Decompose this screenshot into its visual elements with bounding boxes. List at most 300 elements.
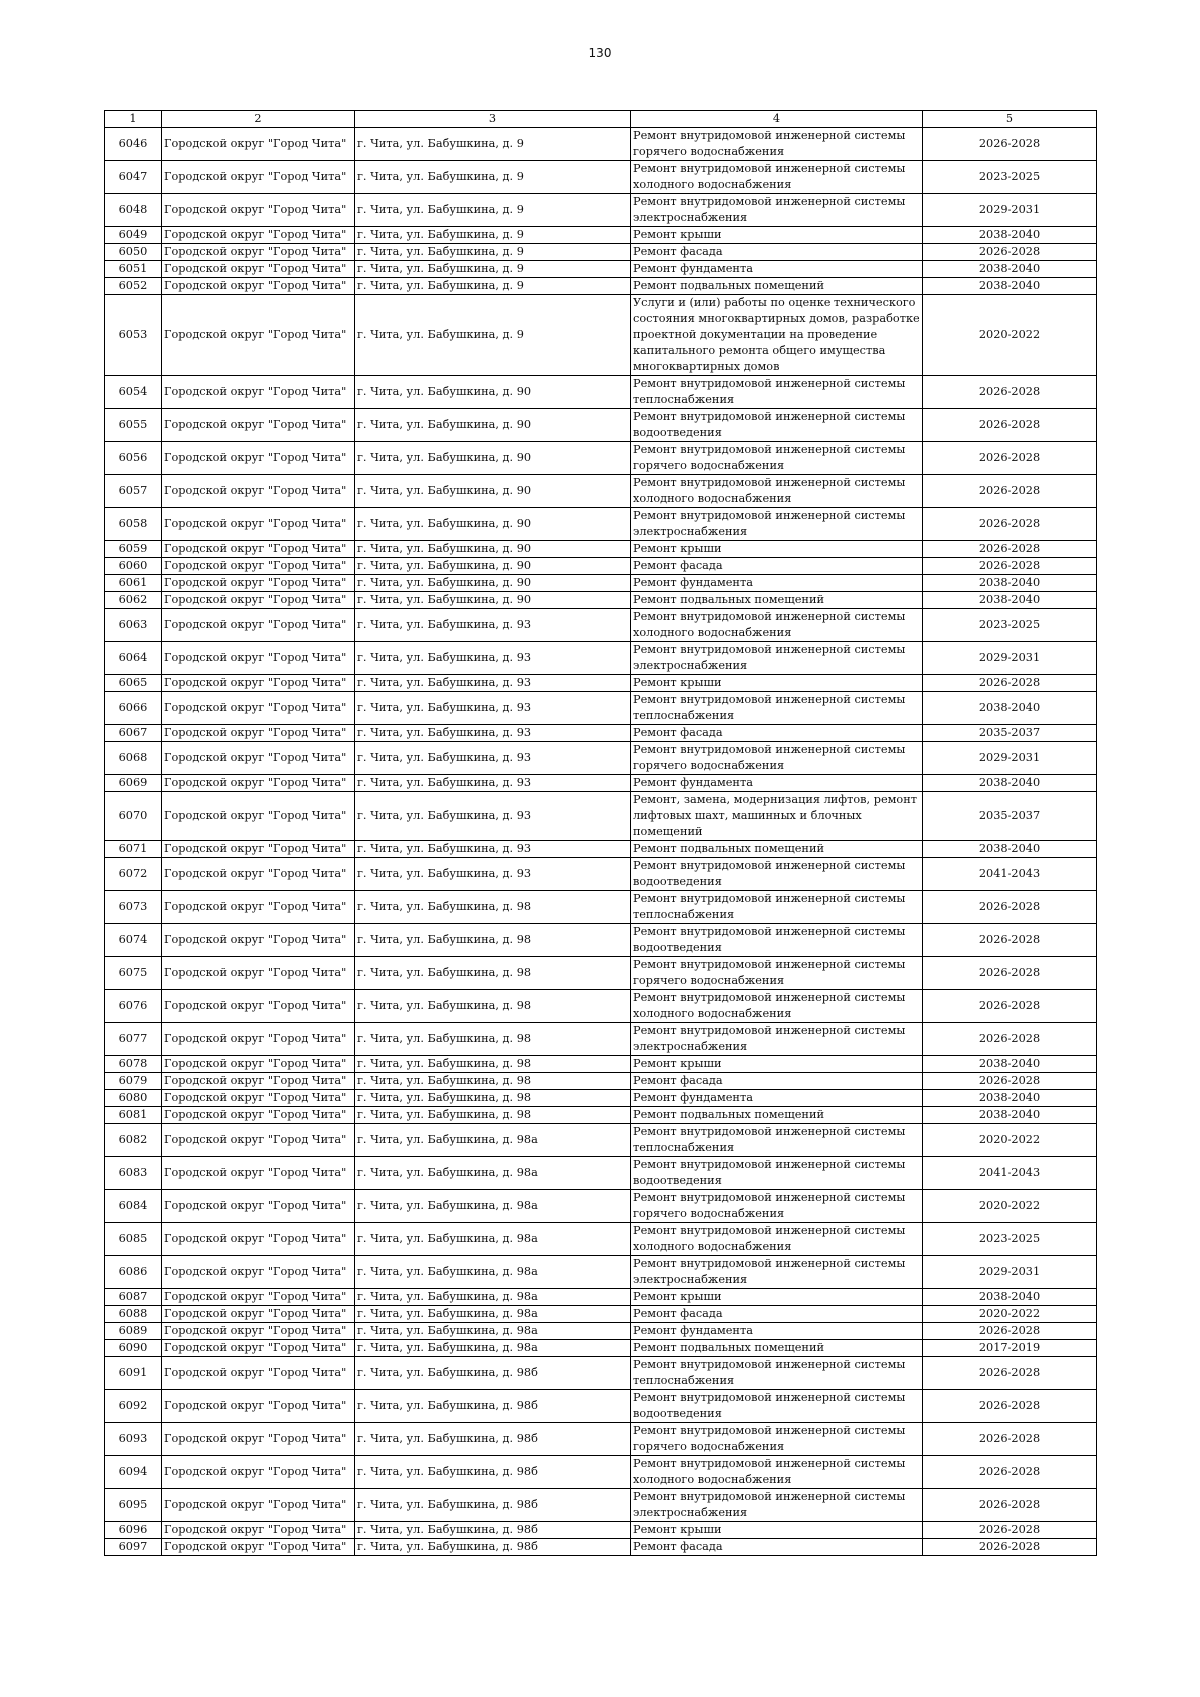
- cell-address: г. Чита, ул. Бабушкина, д. 90: [355, 575, 631, 592]
- table-row: [105, 609, 1097, 642]
- cell-period: 2023-2025: [923, 609, 1097, 642]
- cell-row-number: 6092: [105, 1390, 162, 1423]
- cell-address: г. Чита, ул. Бабушкина, д. 98б: [355, 1522, 631, 1539]
- table-row: [105, 1390, 1097, 1423]
- cell-municipality: Городской округ "Город Чита": [162, 1107, 355, 1124]
- cell-period: 2020-2022: [923, 295, 1097, 376]
- cell-work-type: Ремонт внутридомовой инженерной системы электроснабжения: [631, 642, 923, 675]
- cell-municipality: Городской округ "Город Чита": [162, 957, 355, 990]
- cell-work-type: Ремонт внутридомовой инженерной системы водоотведения: [631, 1390, 923, 1423]
- cell-row-number: 6055: [105, 409, 162, 442]
- table-row: [105, 1323, 1097, 1340]
- cell-municipality: Городской округ "Город Чита": [162, 227, 355, 244]
- cell-municipality: Городской округ "Город Чита": [162, 775, 355, 792]
- cell-row-number: 6076: [105, 990, 162, 1023]
- cell-row-number: 6086: [105, 1256, 162, 1289]
- cell-period: 2026-2028: [923, 1489, 1097, 1522]
- cell-address: г. Чита, ул. Бабушкина, д. 98а: [355, 1256, 631, 1289]
- cell-municipality: Городской округ "Город Чита": [162, 295, 355, 376]
- cell-row-number: 6058: [105, 508, 162, 541]
- cell-address: г. Чита, ул. Бабушкина, д. 98а: [355, 1157, 631, 1190]
- cell-address: г. Чита, ул. Бабушкина, д. 98б: [355, 1489, 631, 1522]
- cell-row-number: 6075: [105, 957, 162, 990]
- cell-period: 2038-2040: [923, 692, 1097, 725]
- cell-row-number: 6048: [105, 194, 162, 227]
- table-row: [105, 692, 1097, 725]
- table-row: [105, 475, 1097, 508]
- cell-row-number: 6079: [105, 1073, 162, 1090]
- table-row: [105, 541, 1097, 558]
- cell-address: г. Чита, ул. Бабушкина, д. 98а: [355, 1223, 631, 1256]
- cell-address: г. Чита, ул. Бабушкина, д. 9: [355, 128, 631, 161]
- table-row: [105, 508, 1097, 541]
- table-header-row: [105, 111, 1097, 128]
- cell-period: 2026-2028: [923, 1522, 1097, 1539]
- cell-address: г. Чита, ул. Бабушкина, д. 90: [355, 409, 631, 442]
- page-number: 130: [588, 46, 612, 60]
- cell-address: г. Чита, ул. Бабушкина, д. 90: [355, 558, 631, 575]
- cell-address: г. Чита, ул. Бабушкина, д. 90: [355, 376, 631, 409]
- cell-work-type: Ремонт внутридомовой инженерной системы водоотведения: [631, 924, 923, 957]
- cell-row-number: 6074: [105, 924, 162, 957]
- cell-municipality: Городской округ "Город Чита": [162, 194, 355, 227]
- table-row: [105, 278, 1097, 295]
- cell-period: 2029-2031: [923, 1256, 1097, 1289]
- cell-municipality: Городской округ "Город Чита": [162, 1023, 355, 1056]
- cell-address: г. Чита, ул. Бабушкина, д. 93: [355, 841, 631, 858]
- cell-row-number: 6070: [105, 792, 162, 841]
- table-row: [105, 1223, 1097, 1256]
- cell-municipality: Городской округ "Город Чита": [162, 1340, 355, 1357]
- cell-municipality: Городской округ "Город Чита": [162, 725, 355, 742]
- cell-row-number: 6082: [105, 1124, 162, 1157]
- cell-municipality: Городской округ "Город Чита": [162, 1289, 355, 1306]
- cell-period: 2020-2022: [923, 1190, 1097, 1223]
- cell-row-number: 6097: [105, 1539, 162, 1556]
- cell-municipality: Городской округ "Город Чита": [162, 575, 355, 592]
- cell-period: 2026-2028: [923, 675, 1097, 692]
- cell-period: 2038-2040: [923, 592, 1097, 609]
- cell-work-type: Ремонт фасада: [631, 725, 923, 742]
- table-row: [105, 792, 1097, 841]
- cell-address: г. Чита, ул. Бабушкина, д. 90: [355, 541, 631, 558]
- cell-municipality: Городской округ "Город Чита": [162, 609, 355, 642]
- cell-row-number: 6085: [105, 1223, 162, 1256]
- table-row: [105, 442, 1097, 475]
- column-header-5: 5: [923, 111, 1097, 128]
- cell-work-type: Ремонт крыши: [631, 1056, 923, 1073]
- cell-work-type: Ремонт внутридомовой инженерной системы электроснабжения: [631, 194, 923, 227]
- table-row: [105, 1124, 1097, 1157]
- cell-municipality: Городской округ "Город Чита": [162, 1157, 355, 1190]
- cell-municipality: Городской округ "Город Чита": [162, 592, 355, 609]
- cell-address: г. Чита, ул. Бабушкина, д. 9: [355, 278, 631, 295]
- cell-period: 2029-2031: [923, 742, 1097, 775]
- cell-period: 2026-2028: [923, 128, 1097, 161]
- cell-address: г. Чита, ул. Бабушкина, д. 93: [355, 609, 631, 642]
- cell-address: г. Чита, ул. Бабушкина, д. 98а: [355, 1289, 631, 1306]
- table-row: [105, 990, 1097, 1023]
- cell-period: 2026-2028: [923, 475, 1097, 508]
- cell-period: 2038-2040: [923, 261, 1097, 278]
- cell-work-type: Ремонт внутридомовой инженерной системы теплоснабжения: [631, 692, 923, 725]
- cell-row-number: 6093: [105, 1423, 162, 1456]
- table-row: [105, 1357, 1097, 1390]
- cell-work-type: Услуги и (или) работы по оценке технического состояния многоквартирных домов, разработке проектной документации на проведение капитального ремонта общего имущества многоквартирных домов: [631, 295, 923, 376]
- cell-municipality: Городской округ "Город Чита": [162, 541, 355, 558]
- table-row: [105, 1190, 1097, 1223]
- cell-address: г. Чита, ул. Бабушкина, д. 98а: [355, 1340, 631, 1357]
- table-row: [105, 642, 1097, 675]
- cell-municipality: Городской округ "Город Чита": [162, 161, 355, 194]
- cell-row-number: 6068: [105, 742, 162, 775]
- cell-address: г. Чита, ул. Бабушкина, д. 9: [355, 161, 631, 194]
- cell-work-type: Ремонт подвальных помещений: [631, 1107, 923, 1124]
- cell-work-type: Ремонт внутридомовой инженерной системы водоотведения: [631, 409, 923, 442]
- cell-row-number: 6081: [105, 1107, 162, 1124]
- cell-address: г. Чита, ул. Бабушкина, д. 9: [355, 227, 631, 244]
- cell-municipality: Городской округ "Город Чита": [162, 1456, 355, 1489]
- column-header-3: 3: [355, 111, 631, 128]
- cell-municipality: Городской округ "Город Чита": [162, 1323, 355, 1340]
- table-row: [105, 1456, 1097, 1489]
- table-row: [105, 858, 1097, 891]
- cell-work-type: Ремонт фундамента: [631, 1090, 923, 1107]
- cell-work-type: Ремонт крыши: [631, 675, 923, 692]
- cell-period: 2038-2040: [923, 1090, 1097, 1107]
- cell-period: 2026-2028: [923, 1357, 1097, 1390]
- cell-work-type: Ремонт внутридомовой инженерной системы холодного водоснабжения: [631, 475, 923, 508]
- cell-municipality: Городской округ "Город Чита": [162, 508, 355, 541]
- cell-work-type: Ремонт внутридомовой инженерной системы холодного водоснабжения: [631, 1456, 923, 1489]
- cell-period: 2026-2028: [923, 1423, 1097, 1456]
- cell-municipality: Городской округ "Город Чита": [162, 1306, 355, 1323]
- cell-address: г. Чита, ул. Бабушкина, д. 98б: [355, 1357, 631, 1390]
- cell-municipality: Городской округ "Город Чита": [162, 1090, 355, 1107]
- cell-municipality: Городской округ "Город Чита": [162, 558, 355, 575]
- cell-row-number: 6056: [105, 442, 162, 475]
- table-row: [105, 244, 1097, 261]
- cell-period: 2026-2028: [923, 1073, 1097, 1090]
- cell-period: 2026-2028: [923, 1323, 1097, 1340]
- cell-period: 2026-2028: [923, 1390, 1097, 1423]
- cell-municipality: Городской округ "Город Чита": [162, 675, 355, 692]
- cell-period: 2038-2040: [923, 575, 1097, 592]
- table-row: [105, 1289, 1097, 1306]
- cell-row-number: 6050: [105, 244, 162, 261]
- cell-row-number: 6054: [105, 376, 162, 409]
- cell-work-type: Ремонт фасада: [631, 244, 923, 261]
- cell-period: 2038-2040: [923, 1056, 1097, 1073]
- cell-row-number: 6046: [105, 128, 162, 161]
- cell-row-number: 6089: [105, 1323, 162, 1340]
- cell-work-type: Ремонт крыши: [631, 541, 923, 558]
- table-row: [105, 1489, 1097, 1522]
- cell-address: г. Чита, ул. Бабушкина, д. 98: [355, 1023, 631, 1056]
- cell-row-number: 6095: [105, 1489, 162, 1522]
- cell-period: 2020-2022: [923, 1124, 1097, 1157]
- cell-municipality: Городской округ "Город Чита": [162, 1489, 355, 1522]
- cell-address: г. Чита, ул. Бабушкина, д. 98: [355, 990, 631, 1023]
- table-row: [105, 1157, 1097, 1190]
- cell-row-number: 6071: [105, 841, 162, 858]
- cell-row-number: 6064: [105, 642, 162, 675]
- cell-address: г. Чита, ул. Бабушкина, д. 98б: [355, 1456, 631, 1489]
- cell-row-number: 6080: [105, 1090, 162, 1107]
- cell-period: 2017-2019: [923, 1340, 1097, 1357]
- cell-municipality: Городской округ "Город Чита": [162, 1056, 355, 1073]
- table-row: [105, 675, 1097, 692]
- table-row: [105, 775, 1097, 792]
- table-row: [105, 1522, 1097, 1539]
- cell-municipality: Городской округ "Город Чита": [162, 1256, 355, 1289]
- cell-work-type: Ремонт внутридомовой инженерной системы электроснабжения: [631, 1256, 923, 1289]
- cell-address: г. Чита, ул. Бабушкина, д. 93: [355, 692, 631, 725]
- cell-work-type: Ремонт внутридомовой инженерной системы холодного водоснабжения: [631, 990, 923, 1023]
- table-row: [105, 376, 1097, 409]
- cell-row-number: 6069: [105, 775, 162, 792]
- cell-row-number: 6053: [105, 295, 162, 376]
- capital-repair-table: [104, 110, 1097, 1556]
- cell-municipality: Городской округ "Город Чита": [162, 376, 355, 409]
- cell-address: г. Чита, ул. Бабушкина, д. 93: [355, 642, 631, 675]
- cell-row-number: 6051: [105, 261, 162, 278]
- cell-municipality: Городской округ "Город Чита": [162, 1522, 355, 1539]
- cell-period: 2038-2040: [923, 278, 1097, 295]
- table-row: [105, 592, 1097, 609]
- cell-work-type: Ремонт подвальных помещений: [631, 841, 923, 858]
- cell-address: г. Чита, ул. Бабушкина, д. 9: [355, 295, 631, 376]
- cell-row-number: 6077: [105, 1023, 162, 1056]
- table-row: [105, 128, 1097, 161]
- table-row: [105, 924, 1097, 957]
- cell-work-type: Ремонт внутридомовой инженерной системы теплоснабжения: [631, 1124, 923, 1157]
- table-row: [105, 1056, 1097, 1073]
- cell-address: г. Чита, ул. Бабушкина, д. 98: [355, 891, 631, 924]
- table-row: [105, 558, 1097, 575]
- cell-row-number: 6090: [105, 1340, 162, 1357]
- table-row: [105, 1073, 1097, 1090]
- cell-row-number: 6087: [105, 1289, 162, 1306]
- cell-work-type: Ремонт фундамента: [631, 575, 923, 592]
- cell-address: г. Чита, ул. Бабушкина, д. 98: [355, 957, 631, 990]
- cell-work-type: Ремонт внутридомовой инженерной системы холодного водоснабжения: [631, 161, 923, 194]
- cell-work-type: Ремонт крыши: [631, 1289, 923, 1306]
- cell-period: 2026-2028: [923, 541, 1097, 558]
- table-row: [105, 295, 1097, 376]
- cell-row-number: 6088: [105, 1306, 162, 1323]
- cell-work-type: Ремонт фундамента: [631, 261, 923, 278]
- cell-municipality: Городской округ "Город Чита": [162, 990, 355, 1023]
- cell-work-type: Ремонт фасада: [631, 1539, 923, 1556]
- cell-address: г. Чита, ул. Бабушкина, д. 98б: [355, 1539, 631, 1556]
- cell-work-type: Ремонт внутридомовой инженерной системы водоотведения: [631, 1157, 923, 1190]
- cell-address: г. Чита, ул. Бабушкина, д. 98а: [355, 1323, 631, 1340]
- table-row: [105, 891, 1097, 924]
- cell-period: 2026-2028: [923, 558, 1097, 575]
- cell-period: 2026-2028: [923, 1456, 1097, 1489]
- cell-municipality: Городской округ "Город Чита": [162, 261, 355, 278]
- cell-row-number: 6078: [105, 1056, 162, 1073]
- cell-row-number: 6083: [105, 1157, 162, 1190]
- cell-municipality: Городской округ "Город Чита": [162, 1423, 355, 1456]
- cell-address: г. Чита, ул. Бабушкина, д. 93: [355, 775, 631, 792]
- cell-municipality: Городской округ "Город Чита": [162, 278, 355, 295]
- cell-work-type: Ремонт внутридомовой инженерной системы горячего водоснабжения: [631, 442, 923, 475]
- cell-work-type: Ремонт внутридомовой инженерной системы теплоснабжения: [631, 376, 923, 409]
- cell-period: 2026-2028: [923, 924, 1097, 957]
- column-header-2: 2: [162, 111, 355, 128]
- cell-row-number: 6060: [105, 558, 162, 575]
- cell-work-type: Ремонт крыши: [631, 227, 923, 244]
- cell-row-number: 6057: [105, 475, 162, 508]
- cell-address: г. Чита, ул. Бабушкина, д. 98а: [355, 1190, 631, 1223]
- cell-address: г. Чита, ул. Бабушкина, д. 98б: [355, 1390, 631, 1423]
- cell-municipality: Городской округ "Город Чита": [162, 1124, 355, 1157]
- cell-period: 2026-2028: [923, 508, 1097, 541]
- cell-period: 2038-2040: [923, 1289, 1097, 1306]
- cell-work-type: Ремонт фундамента: [631, 775, 923, 792]
- cell-period: 2020-2022: [923, 1306, 1097, 1323]
- table-row: [105, 161, 1097, 194]
- cell-row-number: 6096: [105, 1522, 162, 1539]
- cell-address: г. Чита, ул. Бабушкина, д. 98а: [355, 1306, 631, 1323]
- cell-municipality: Городской округ "Город Чита": [162, 1190, 355, 1223]
- table-row: [105, 1090, 1097, 1107]
- cell-municipality: Городской округ "Город Чита": [162, 1073, 355, 1090]
- cell-work-type: Ремонт внутридомовой инженерной системы горячего водоснабжения: [631, 1423, 923, 1456]
- cell-address: г. Чита, ул. Бабушкина, д. 93: [355, 742, 631, 775]
- cell-municipality: Городской округ "Город Чита": [162, 858, 355, 891]
- cell-period: 2038-2040: [923, 775, 1097, 792]
- cell-row-number: 6066: [105, 692, 162, 725]
- cell-municipality: Городской округ "Город Чита": [162, 442, 355, 475]
- cell-work-type: Ремонт внутридомовой инженерной системы теплоснабжения: [631, 891, 923, 924]
- cell-period: 2026-2028: [923, 376, 1097, 409]
- cell-row-number: 6049: [105, 227, 162, 244]
- cell-work-type: Ремонт, замена, модернизация лифтов, ремонт лифтовых шахт, машинных и блочных помещений: [631, 792, 923, 841]
- cell-work-type: Ремонт подвальных помещений: [631, 1340, 923, 1357]
- column-header-1: 1: [105, 111, 162, 128]
- cell-period: 2029-2031: [923, 194, 1097, 227]
- cell-address: г. Чита, ул. Бабушкина, д. 98: [355, 1107, 631, 1124]
- cell-period: 2041-2043: [923, 858, 1097, 891]
- cell-municipality: Городской округ "Город Чита": [162, 642, 355, 675]
- table-row: [105, 409, 1097, 442]
- cell-work-type: Ремонт внутридомовой инженерной системы холодного водоснабжения: [631, 1223, 923, 1256]
- cell-row-number: 6059: [105, 541, 162, 558]
- cell-period: 2035-2037: [923, 725, 1097, 742]
- table-row: [105, 957, 1097, 990]
- cell-work-type: Ремонт внутридомовой инженерной системы горячего водоснабжения: [631, 957, 923, 990]
- cell-row-number: 6084: [105, 1190, 162, 1223]
- cell-address: г. Чита, ул. Бабушкина, д. 98б: [355, 1423, 631, 1456]
- cell-municipality: Городской округ "Город Чита": [162, 1357, 355, 1390]
- cell-address: г. Чита, ул. Бабушкина, д. 98: [355, 1090, 631, 1107]
- cell-period: 2026-2028: [923, 244, 1097, 261]
- cell-period: 2038-2040: [923, 227, 1097, 244]
- cell-period: 2026-2028: [923, 957, 1097, 990]
- cell-address: г. Чита, ул. Бабушкина, д. 9: [355, 244, 631, 261]
- cell-municipality: Городской округ "Город Чита": [162, 792, 355, 841]
- table-row: [105, 1306, 1097, 1323]
- cell-work-type: Ремонт внутридомовой инженерной системы теплоснабжения: [631, 1357, 923, 1390]
- cell-municipality: Городской округ "Город Чита": [162, 409, 355, 442]
- cell-address: г. Чита, ул. Бабушкина, д. 93: [355, 725, 631, 742]
- cell-address: г. Чита, ул. Бабушкина, д. 98а: [355, 1124, 631, 1157]
- cell-period: 2023-2025: [923, 161, 1097, 194]
- cell-period: 2026-2028: [923, 891, 1097, 924]
- column-header-4: 4: [631, 111, 923, 128]
- cell-row-number: 6063: [105, 609, 162, 642]
- cell-work-type: Ремонт фасада: [631, 1306, 923, 1323]
- cell-municipality: Городской округ "Город Чита": [162, 841, 355, 858]
- cell-address: г. Чита, ул. Бабушкина, д. 93: [355, 792, 631, 841]
- cell-row-number: 6091: [105, 1357, 162, 1390]
- table-row: [105, 1539, 1097, 1556]
- cell-municipality: Городской округ "Город Чита": [162, 1539, 355, 1556]
- cell-period: 2026-2028: [923, 1539, 1097, 1556]
- cell-address: г. Чита, ул. Бабушкина, д. 98: [355, 1073, 631, 1090]
- cell-row-number: 6061: [105, 575, 162, 592]
- cell-work-type: Ремонт внутридомовой инженерной системы холодного водоснабжения: [631, 609, 923, 642]
- cell-address: г. Чита, ул. Бабушкина, д. 93: [355, 675, 631, 692]
- cell-municipality: Городской округ "Город Чита": [162, 692, 355, 725]
- cell-work-type: Ремонт подвальных помещений: [631, 592, 923, 609]
- cell-municipality: Городской округ "Город Чита": [162, 1223, 355, 1256]
- table-row: [105, 1256, 1097, 1289]
- table-row: [105, 841, 1097, 858]
- cell-work-type: Ремонт внутридомовой инженерной системы электроснабжения: [631, 508, 923, 541]
- table-row: [105, 227, 1097, 244]
- cell-period: 2029-2031: [923, 642, 1097, 675]
- cell-work-type: Ремонт крыши: [631, 1522, 923, 1539]
- cell-address: г. Чита, ул. Бабушкина, д. 90: [355, 475, 631, 508]
- cell-municipality: Городской округ "Город Чита": [162, 128, 355, 161]
- cell-work-type: Ремонт внутридомовой инженерной системы водоотведения: [631, 858, 923, 891]
- cell-period: 2026-2028: [923, 990, 1097, 1023]
- cell-municipality: Городской округ "Город Чита": [162, 1390, 355, 1423]
- cell-row-number: 6052: [105, 278, 162, 295]
- cell-row-number: 6067: [105, 725, 162, 742]
- cell-period: 2038-2040: [923, 1107, 1097, 1124]
- cell-address: г. Чита, ул. Бабушкина, д. 9: [355, 261, 631, 278]
- cell-address: г. Чита, ул. Бабушкина, д. 98: [355, 1056, 631, 1073]
- cell-municipality: Городской округ "Город Чита": [162, 475, 355, 508]
- cell-work-type: Ремонт внутридомовой инженерной системы горячего водоснабжения: [631, 742, 923, 775]
- table-row: [105, 1107, 1097, 1124]
- table-row: [105, 1023, 1097, 1056]
- table-row: [105, 1340, 1097, 1357]
- cell-period: 2035-2037: [923, 792, 1097, 841]
- table-row: [105, 742, 1097, 775]
- cell-work-type: Ремонт внутридомовой инженерной системы электроснабжения: [631, 1489, 923, 1522]
- cell-work-type: Ремонт подвальных помещений: [631, 278, 923, 295]
- cell-municipality: Городской округ "Город Чита": [162, 891, 355, 924]
- cell-period: 2038-2040: [923, 841, 1097, 858]
- cell-work-type: Ремонт фундамента: [631, 1323, 923, 1340]
- cell-row-number: 6065: [105, 675, 162, 692]
- cell-work-type: Ремонт внутридомовой инженерной системы горячего водоснабжения: [631, 1190, 923, 1223]
- cell-row-number: 6072: [105, 858, 162, 891]
- cell-row-number: 6073: [105, 891, 162, 924]
- cell-address: г. Чита, ул. Бабушкина, д. 90: [355, 442, 631, 475]
- table-body: [105, 128, 1097, 1556]
- cell-period: 2026-2028: [923, 1023, 1097, 1056]
- cell-work-type: Ремонт фасада: [631, 1073, 923, 1090]
- cell-address: г. Чита, ул. Бабушкина, д. 98: [355, 924, 631, 957]
- cell-work-type: Ремонт внутридомовой инженерной системы электроснабжения: [631, 1023, 923, 1056]
